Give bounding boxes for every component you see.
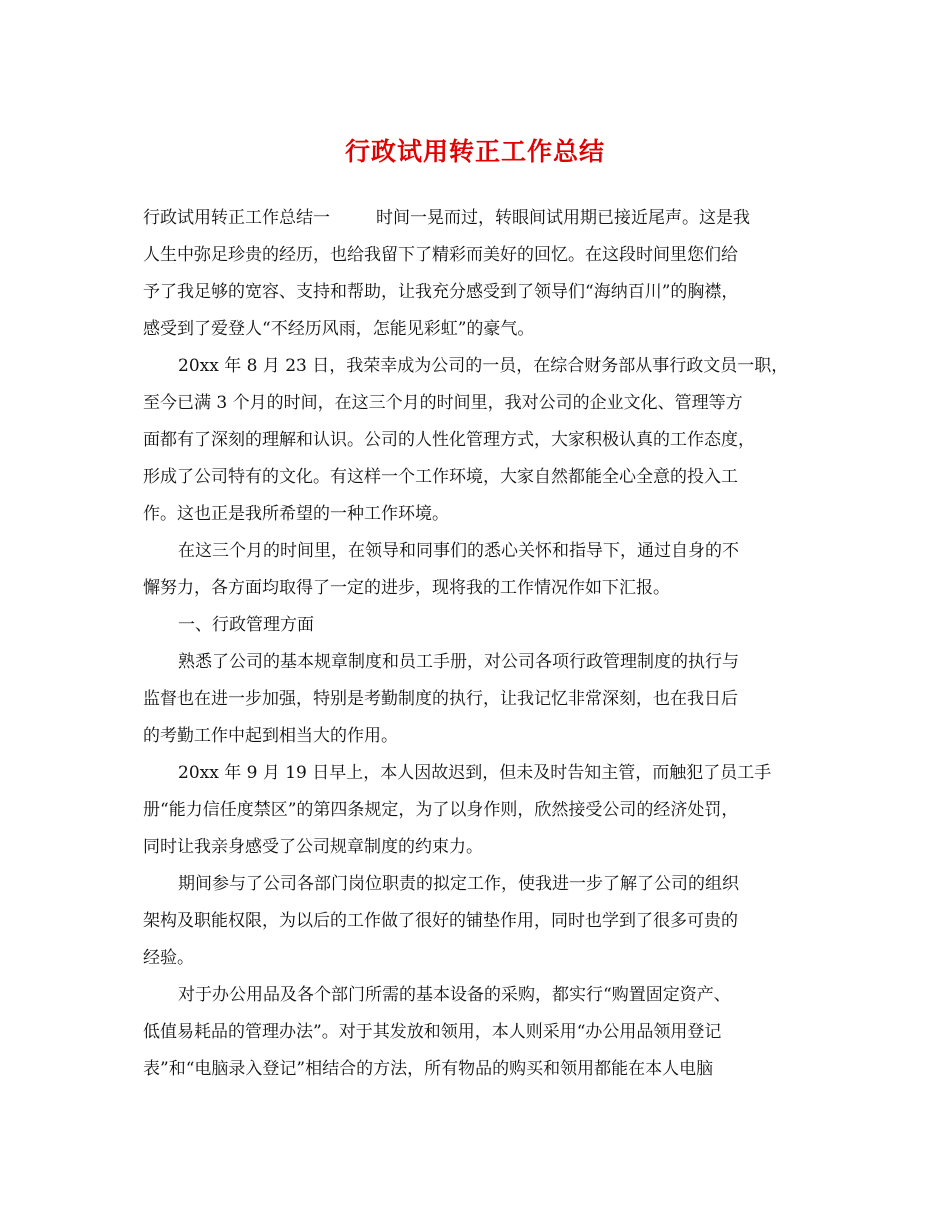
line-text: 人生中弥足珍贵的经历，也给我留下了精彩而美好的回忆。在这段时间里您们给 xyxy=(143,245,738,265)
text-line xyxy=(143,385,813,422)
line-text: 面都有了深刻的理解和认识。公司的人性化管理方式，大家积极认真的工作态度， xyxy=(143,430,755,450)
line-text: 形成了公司特有的文化。有这样一个工作环境，大家自然都能全心全意的投入工 xyxy=(143,467,738,487)
text-line xyxy=(143,496,813,533)
text-line xyxy=(143,644,813,681)
line-text: 经验。 xyxy=(143,948,194,968)
text-line xyxy=(143,977,813,1014)
line-text: 低值易耗品的管理办法”。对于其发放和领用，本人则采用“办公用品领用登记 xyxy=(143,1022,722,1042)
line-text: 行政试用转正工作总结一 xyxy=(143,208,330,228)
text-line xyxy=(143,829,813,866)
line-text: 册“能力信任度禁区”的第四条规定，为了以身作则，欣然接受公司的经济处罚， xyxy=(143,800,739,820)
line-text: 的考勤工作中起到相当大的作用。 xyxy=(143,726,398,746)
line-text: 20xx 年 8 月 23 日，我荣幸成为公司的一员，在综合财务部从事行政文员一职， xyxy=(178,356,789,376)
text-line xyxy=(143,1014,813,1051)
line-text: 感受到了爱登人“不经历风雨，怎能见彩虹”的豪气。 xyxy=(143,319,535,339)
line-text: 懈努力，各方面均取得了一定的进步，现将我的工作情况作如下汇报。 xyxy=(143,578,670,598)
line-text: 予了我足够的宽容、支持和帮助，让我充分感受到了领导们“海纳百川”的胸襟， xyxy=(143,282,739,302)
document-title: 行政试用转正工作总结 xyxy=(344,137,605,166)
text-line xyxy=(143,459,813,496)
text-line xyxy=(143,866,813,903)
line-text: 同时让我亲身感受了公司规章制度的约束力。 xyxy=(143,837,483,857)
line-text: 20xx 年 9 月 19 日早上，本人因故迟到，但未及时告知主管，而触犯了员工手 xyxy=(178,763,772,783)
text-line xyxy=(143,755,813,792)
line-text: 至今已满 3 个月的时间，在这三个月的时间里，我对公司的企业文化、管理等方 xyxy=(143,393,743,413)
line-text: 表”和“电脑录入登记”相结合的方法，所有物品的购买和领用都能在本人电脑 xyxy=(143,1059,714,1079)
text-line xyxy=(143,422,813,459)
text-line xyxy=(143,681,813,718)
text-line xyxy=(143,200,813,237)
text-line xyxy=(143,348,813,385)
line-text: 监督也在进一步加强，特别是考勤制度的执行，让我记忆非常深刻，也在我日后 xyxy=(143,689,738,709)
line-text: 在这三个月的时间里，在领导和同事们的悉心关怀和指导下，通过自身的不 xyxy=(178,541,739,561)
line-text: 对于办公用品及各个部门所需的基本设备的采购，都实行“购置固定资产、 xyxy=(178,985,731,1005)
line-text: 一、行政管理方面 xyxy=(178,615,314,635)
line-text: 期间参与了公司各部门岗位职责的拟定工作，使我进一步了解了公司的组织 xyxy=(178,874,739,894)
text-line xyxy=(143,274,813,311)
line-text: 熟悉了公司的基本规章制度和员工手册，对公司各项行政管理制度的执行与 xyxy=(178,652,739,672)
text-line xyxy=(143,792,813,829)
text-line xyxy=(143,903,813,940)
text-line xyxy=(143,940,813,977)
text-line xyxy=(143,570,813,607)
text-line xyxy=(143,718,813,755)
line-text: 架构及职能权限，为以后的工作做了很好的铺垫作用，同时也学到了很多可贵的 xyxy=(143,911,738,931)
text-line xyxy=(143,1051,813,1088)
text-line xyxy=(143,237,813,274)
text-line xyxy=(143,311,813,348)
line-text: 作。这也正是我所希望的一种工作环境。 xyxy=(143,504,449,524)
document-body xyxy=(143,200,813,1088)
text-line xyxy=(143,533,813,570)
text-line xyxy=(143,607,813,644)
line-text-continued: 时间一晃而过，转眼间试用期已接近尾声。这是我 xyxy=(376,208,750,228)
